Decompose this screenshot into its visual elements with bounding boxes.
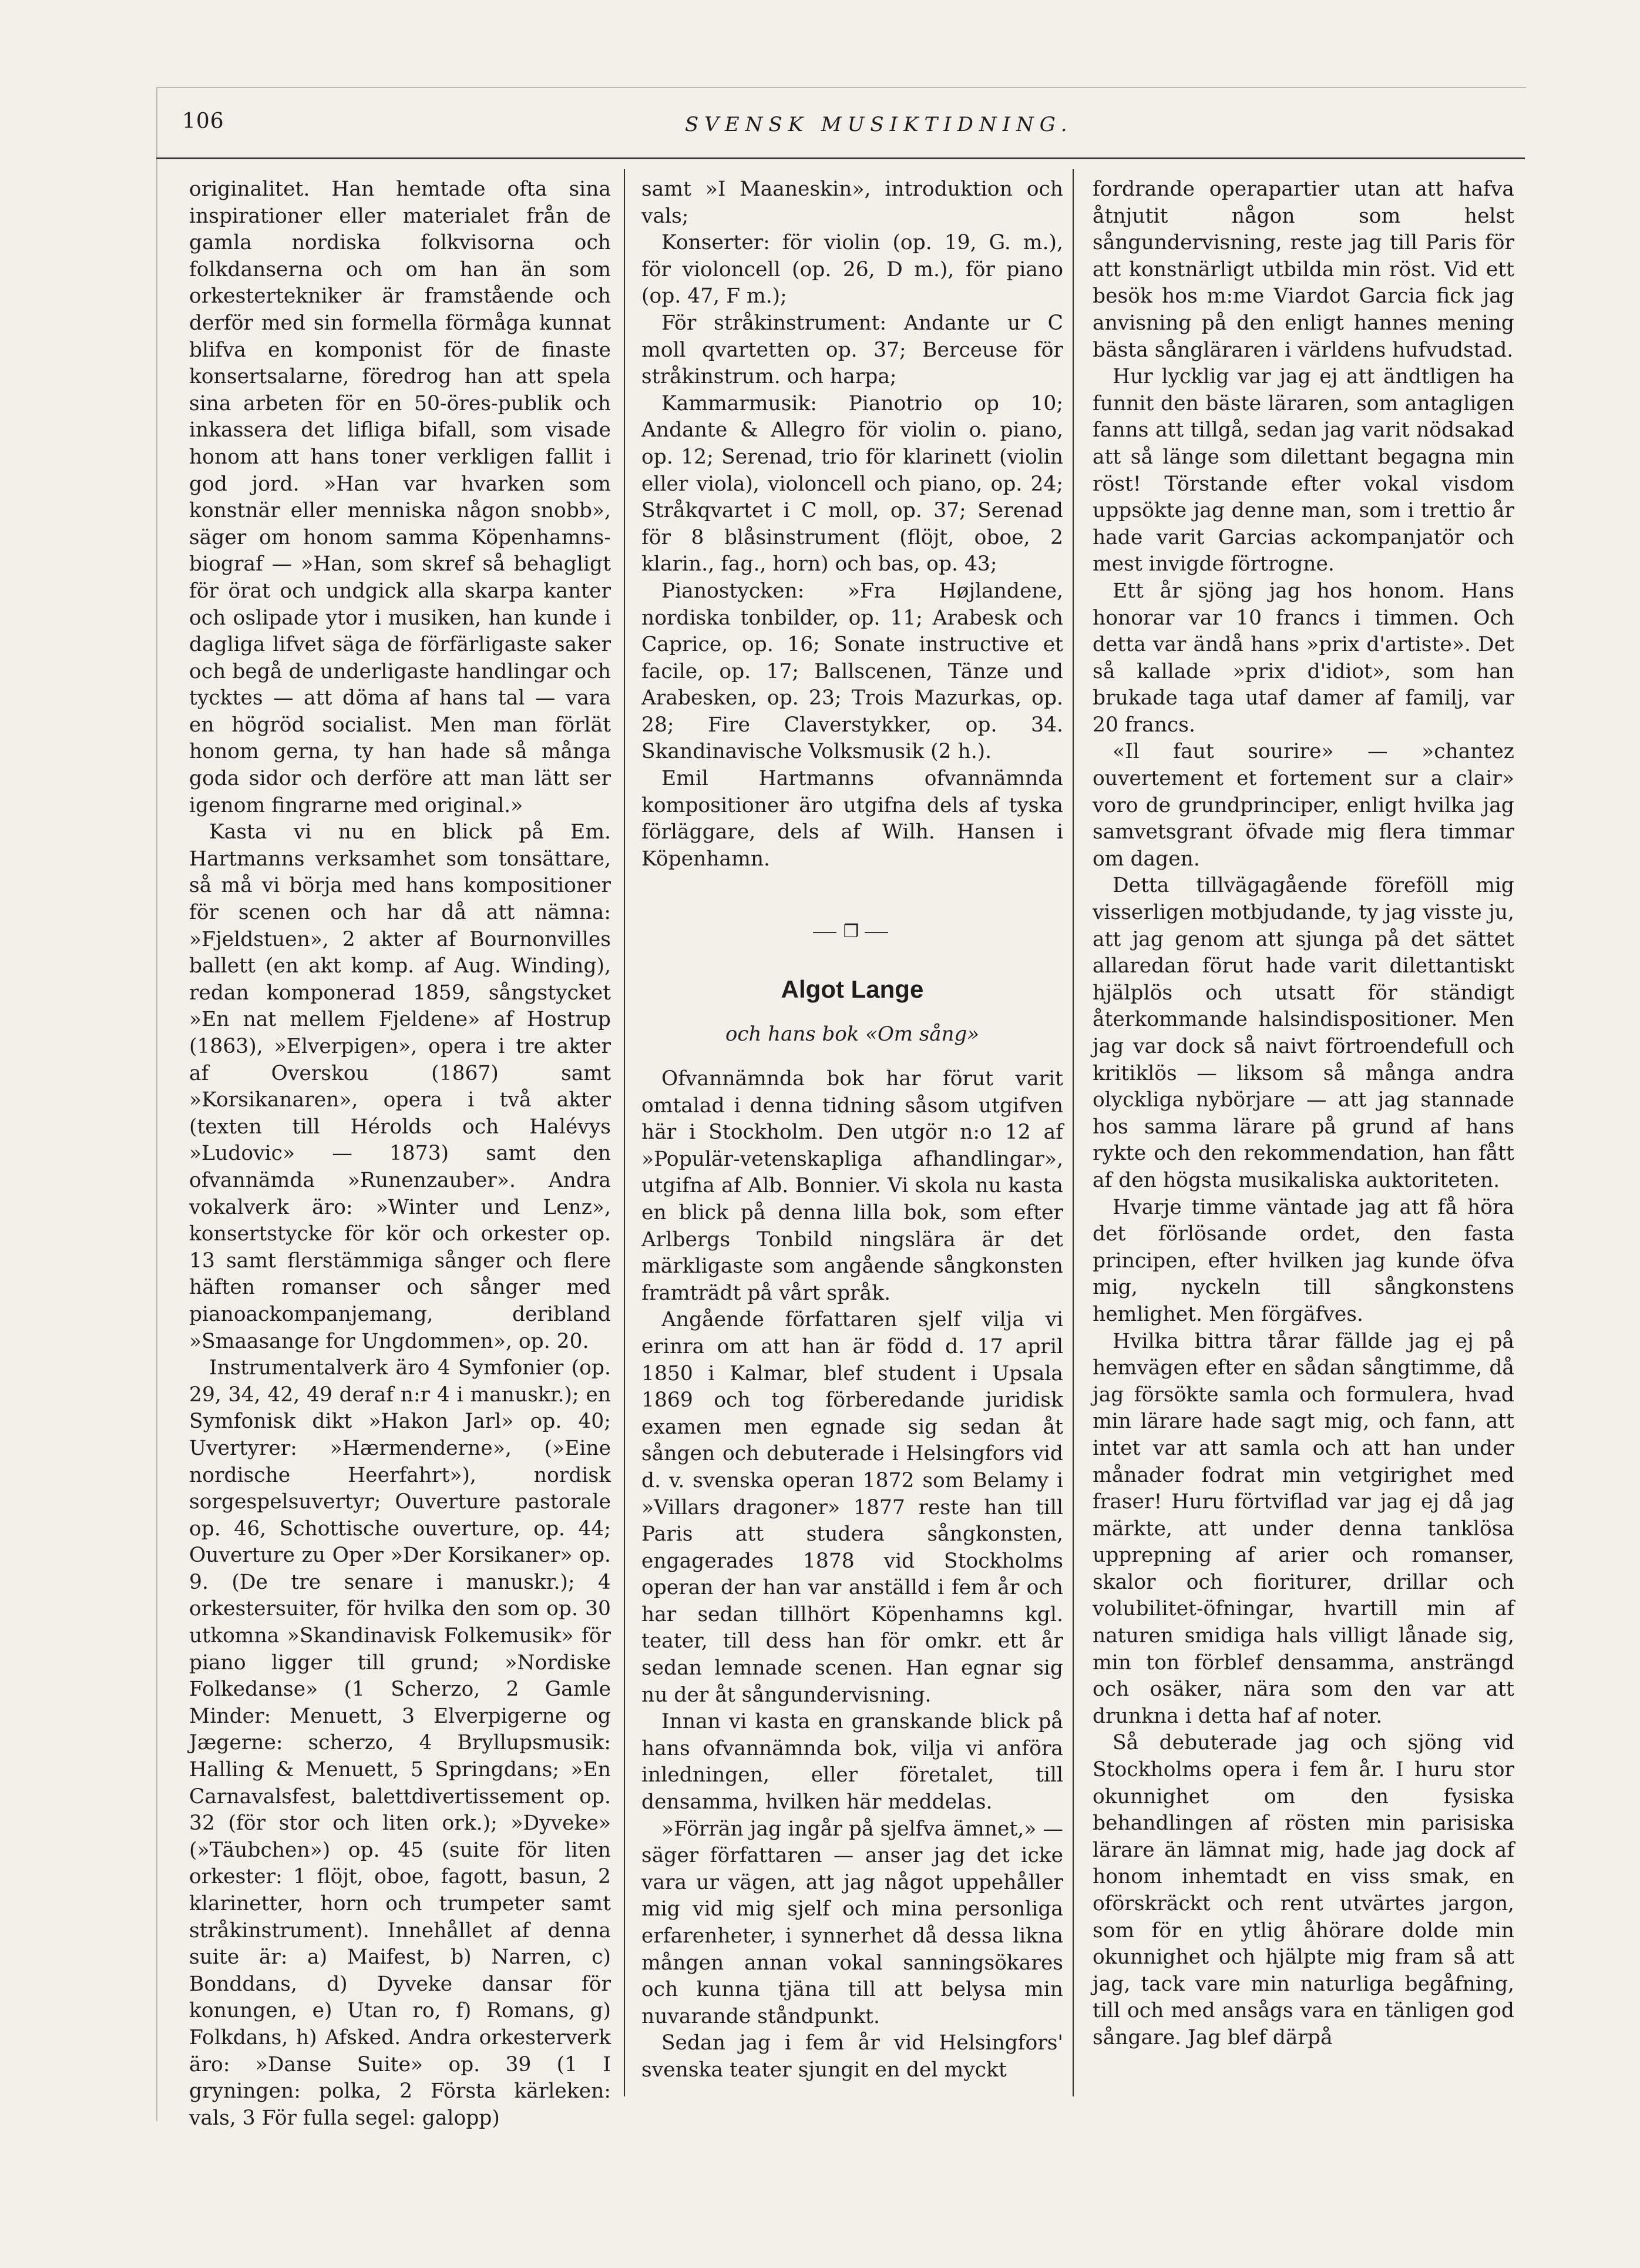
- article-title: Algot Lange: [781, 975, 924, 1003]
- divider-line: [865, 932, 888, 933]
- paragraph: fordrande operapartier utan att hafva åtnjutit någon som helst sångundervisning, reste jag till Paris för att konstnärligt utbilda min röst. Vid ett besök hos m:me Viardot Garcia fick jag anvisning på den enligt hannes mening bästa sångläraren i världens hufvudstad.: [1093, 177, 1514, 362]
- article-body: [641, 1066, 1063, 2084]
- column-3: [1093, 176, 1514, 2052]
- paragraph: Ett år sjöng jag hos honom. Hans honorar var 10 francs i timmen. Och detta var ändå hans »prix d'artiste». Det så kallade »prix d'idiot», som han brukade taga utaf damer af familj, var 20 francs.: [1093, 579, 1514, 737]
- divider-line: [813, 932, 836, 933]
- paragraph: Sedan jag i fem år vid Helsingfors' svenska teater sjungit en del myckt: [641, 2031, 1063, 2082]
- paragraph: Innan vi kasta en granskande blick på hans ofvannämnda bok, vilja vi anföra inledningen, eller företalet, till densamma, hvilken här meddelas.: [641, 1710, 1063, 1814]
- paragraph: Konserter: för violin (op. 19, G. m.), för violoncell (op. 26, D m.), för piano (op. 47, F m.);: [641, 231, 1063, 308]
- paragraph: Hur lycklig var jag ej att ändtligen ha funnit den bäste läraren, som antagligen fanns att tillgå, sedan jag varit nödsakad att så länge som dilettant begagna min röst! Törstande efter vokal visdom uppsökte jag denne man, som i trettio år hade varit Garcias ackompanjatör och mest invigde förtrogne.: [1093, 365, 1514, 576]
- paragraph: Hvarje timme väntade jag att få höra det förlösande ordet, den fasta principen, efter hvilken jag kunde öfva mig, nyckeln till sångkonstens hemlighet. Men förgäfves.: [1093, 1195, 1514, 1326]
- page-header: [156, 87, 1525, 159]
- section-divider: [641, 920, 1063, 944]
- column-rule-left: [624, 169, 625, 2096]
- paragraph: «Il faut sourire» — »chantez ouvertement et fortement sur a clair» voro de grundprinciper, enligt hvilka jag samvetsgrant öfvade mig flera timmar om dagen.: [1093, 740, 1514, 871]
- paragraph: »Förrän jag ingår på sjelfva ämnet,» — säger författaren — anser jag det icke vara ur vägen, att jag något uppehåller mig vid mig sjelf och mina personliga erfarenheter, i synnerhet då dessa likna mången annan vokal sanningsökares och kunna tjäna till att belysa min nuvarande ståndpunkt.: [641, 1817, 1063, 2028]
- page-number: 106: [182, 109, 224, 133]
- paragraph: Kammarmusik: Pianotrio op 10; Andante & Allegro för violin o. piano, op. 12; Serenad, trio för klarinett (violin eller viola), violoncell och piano, op. 24; Stråkqvartet i C moll, op. 37; Serenad för 8 blåsinstrument (flöjt, oboe, 2 klarin., fag., horn) och bas, op. 43;: [641, 391, 1063, 576]
- paragraph: Kasta vi nu en blick på Em. Hartmanns verksamhet som tonsättare, så må vi börja med hans kompositioner för scenen och har då att nämna: »Fjeldstuen», 2 akter af Bournonvilles ballett (en akt komp. af Aug. Winding), redan komponerad 1859, sångstycket »En nat mellem Fjeldene» af Hostrup (1863), »Elverpigen», opera i tre akter af Overskou (1867) samt »Korsikanaren», opera i två akter (texten till Hérolds och Halévys »Ludovic» — 1873) samt den ofvannämda »Runenzauber». Andra vokalverk äro: »Winter und Lenz», konsertstycke för kör och orkester op. 13 samt flerstämmiga sånger och flere häften romanser och sånger med pianoackompanjemang, deribland »Smaasange for Ungdommen», op. 20.: [189, 820, 611, 1353]
- paragraph: Detta tillvägagående föreföll mig visserligen motbjudande, ty jag visste ju, att jag genom att sjunga på det sättet allaredan förut hade varit dilettantiskt hjälplös och utsatt för ständigt återkommande halsindispositioner. Men jag var dock så naivt förtroendefull och kritiklös — liksom så många andra olyckliga nybörjare — att jag stannade hos samma lärare på grund af hans rykte och den rekommendation, han fått af den högsta musikaliska auktoriteten.: [1093, 874, 1514, 1192]
- running-title: SVENSK MUSIKTIDNING.: [685, 113, 1073, 136]
- column-rule-right: [1073, 169, 1074, 2096]
- paragraph: Ofvannämnda bok har förut varit omtalad i denna tidning såsom utgifven här i Stockholm. Den utgör n:o 12 af »Populär-vetenskapliga afhandlingar», utgifna af Alb. Bonnier. Vi skola nu kasta en blick på denna lilla bok, som efter Arlbergs Tonbild ningslära är det märkligaste som angående sångkonsten framträdt på vårt språk.: [641, 1067, 1063, 1305]
- paragraph: Angående författaren sjelf vilja vi erinra om att han är född d. 17 april 1850 i Kalmar, blef student i Upsala 1869 och tog förberedande juridisk examen men egnade sig sedan åt sången och debuterade i Helsingfors vid d. v. svenska operan 1872 som Belamy i »Villars dragoner» 1877 reste han till Paris att studera sångkonsten, engagerades 1878 vid Stockholms operan der han var anställd i fem år och har sedan tillhört Köpenhamns kgl. teater, till dess han för omkr. ett år sedan lemnade scenen. Han egnar sig nu der åt sångundervisning.: [641, 1308, 1063, 1707]
- column-2: [641, 176, 1063, 873]
- paragraph: Pianostycken: »Fra Højlandene, nordiska tonbilder, op. 11; Arabesk och Caprice, op. 16; Sonate instructive et facile, op. 17; Ballscenen, Tänze und Arabesken, op. 23; Trois Mazurkas, op. 28; Fire Claverstykker, op. 34. Skandinavische Volksmusik (2 h.).: [641, 579, 1063, 764]
- paragraph: Instrumentalverk äro 4 Symfonier (op. 29, 34, 42, 49 deraf n:r 4 i manuskr.); en Symfonisk dikt »Hakon Jarl» op. 40; Uvertyrer: »Hærmenderne», (»Eine nordische Heerfahrt»), nordisk sorgespelsuvertyr; Ouverture pastorale op. 46, Schottische ouverture, op. 44; Ouverture zu Oper »Der Korsikaner» op. 9. (De tre senare i manuskr.); 4 orkestersuiter, för hvilka den som op. 30 utkomna »Skandinavisk Folkemusik» för piano ligger till grund; »Nordiske Folkedanse» (1 Scherzo, 2 Gamle Minder: Menuett, 3 Elverpigerne og Jægerne: scherzo, 4 Bryllupsmusik: Halling & Menuett, 5 Springdans; »En Carnavalsfest, balettdivertissement op. 32 (för stor och liten ork.); »Dyveke» (»Täubchen») op. 45 (suite för liten orkester: 1 flöjt, oboe, fagott, basun, 2 klarinetter, horn och trumpeter samt stråkinstrument). Innehållet af denna suite är: a) Maifest, b) Narren, c) Bonddans, d) Dyveke dansar för konungen, e) Utan ro, f) Romans, g) Folkdans, h) Afsked. Andra orkesterverk äro: »Danse Suite» op. 39 (1 I gryningen: polka, 2 Första kärleken: vals, 3 För fulla segel: galopp): [189, 1356, 611, 2130]
- article-subtitle: och hans bok «Om sång»: [725, 1022, 980, 1046]
- paragraph: Hvilka bittra tårar fällde jag ej på hemvägen efter en sådan sångtimme, då jag försökte samla och formulera, hvad min lärare hade sagt mig, och fann, att intet var att samla och att han under månader fodrat min vetgirighet med fraser! Huru förtviflad var jag ej då jag märkte, att under denna tanklösa upprepning af arier och romanser, skalor och fioriturer, drillar och volubilitet-öfningar, hvartill min af naturen smidiga hals villigt lånade sig, min ton förblef densamma, ansträngd och osäker, nära som den var att drunkna i detta haf af noter.: [1093, 1329, 1514, 1728]
- paragraph: Så debuterade jag och sjöng vid Stockholms opera i fem år. I huru stor okunnighet om den fysiska behandlingen af rösten min parisiska lärare än lämnat mig, hade jag dock af honom inhemtadt en viss smak, en oförskräckt och rent utvärtes jargon, som för en ytlig åhörare dolde min okunnighet och hjälpte mig fram så att jag, tack vare min naturliga begåfning, till och med ansågs vara en tänligen god sångare. Jag blef därpå: [1093, 1731, 1514, 2049]
- paragraph: För stråkinstrument: Andante ur C moll qvartetten op. 37; Berceuse för stråkinstrum. och harpa;: [641, 311, 1063, 389]
- paragraph: Emil Hartmanns ofvannämnda kompositioner äro utgifna dels af tyska förläggare, dels af Wilh. Hansen i Köpenhamn.: [641, 767, 1063, 871]
- paragraph: samt »I Maaneskin», introduktion och vals;: [641, 177, 1063, 228]
- column-1: [189, 176, 611, 2132]
- divider-ornament-icon: ❐: [843, 921, 859, 942]
- paragraph: originalitet. Han hemtade ofta sina inspirationer eller materialet från de gamla nordiska folkvisorna och folkdanserna och om han än som orkestertekniker är framstående och derför med sin formella förmåga kunnat blifva en komponist för de finaste konsertsalarne, föredrog han att spela sina arbeten för en 50-öres-publik och inkassera det lifliga bifall, som visade honom att hans toner verkligen fallit i god jord. »Han var hvarken som konstnär eller menniska någon snobb», säger om honom samma Köpenhamns-biograf — »Han, som skref så behagligt för örat och undgick alla skarpa kanter och oslipade ytor i musiken, han kunde i dagliga lifvet säga de förfärligaste saker och begå de underligaste handlingar och tycktes — att döma af hans tal — vara en högröd socialist. Men man förlät honom gerna, ty han hade så många goda sidor och derföre att man lätt ser igenom fingrarne med original.»: [189, 177, 611, 817]
